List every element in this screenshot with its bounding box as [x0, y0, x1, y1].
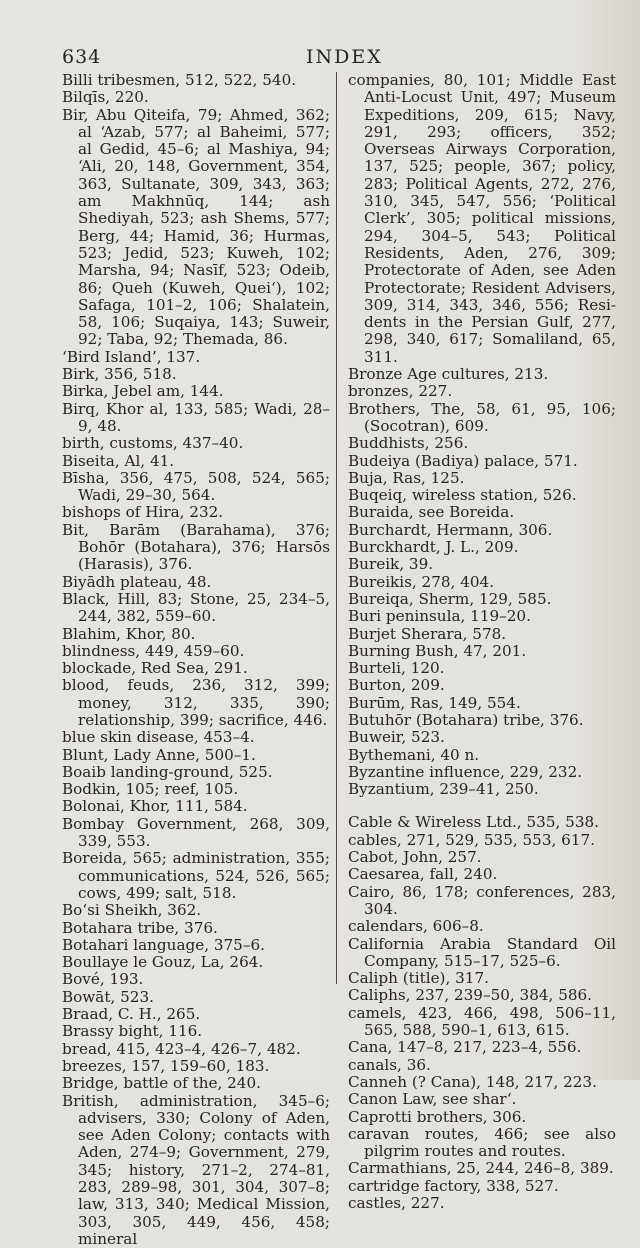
index-entry: Buja, Ras, 125. [348, 468, 465, 487]
index-entry: British, administration, 345–6; advisers, 330; Colony of Aden, see Aden Colony; contacts with Aden, 274–9; Government, 279, 345; history, 271–2, 274–81, 283, 289–98, 301, 304, 307–8; law, 313, 340; Medical Mission, 303, 305, 449, 456, 458; mineral [62, 1091, 330, 1248]
index-entry: Brothers, The, 58, 61, 95, 106; (Socotran), 609. [348, 399, 616, 435]
index-entry: calendars, 606–8. [348, 917, 484, 936]
index-entry: Braad, C. H., 265. [62, 1005, 201, 1024]
index-entry: Boreida, 565; administration, 355; communications, 524, 526, 565; cows, 499; salt, 518. [62, 849, 330, 902]
index-entry: caravan routes, 466; see also pilgrim routes and routes. [348, 1124, 616, 1161]
index-column-left [62, 72, 330, 1248]
index-entry: bishops of Hira, 232. [62, 503, 224, 522]
index-entry: Botahara tribe, 376. [62, 918, 218, 937]
index-entry: Bureik, 39. [348, 555, 434, 574]
index-entry: birth, customs, 437–40. [62, 434, 244, 453]
index-entry: Burjet Sherara, 578. [348, 624, 507, 643]
index-entry: Black, Hill, 83; Stone, 25, 234–5, 244, 382, 559–60. [62, 589, 330, 626]
index-entry: Brassy bight, 116. [62, 1022, 203, 1041]
index-entry: Bīsha, 356, 475, 508, 524, 565; Wadi, 29–30, 564. [62, 468, 330, 505]
index-entry: bread, 415, 423–4, 426–7, 482. [62, 1039, 301, 1058]
index-entry: Birk, 356, 518. [62, 365, 177, 384]
index-entry: bronzes, 227. [348, 382, 453, 401]
index-entry: Bowāt, 523. [62, 987, 154, 1006]
index-entry: Bit, Barām (Barahama), 376; Bohōr (Botahara), 376; Harsōs (Harasis), 376. [62, 520, 330, 574]
index-entry: camels, 423, 466, 498, 506–11, 565, 588, 590–1, 613, 615. [348, 1003, 616, 1040]
index-entry: Budeiya (Badiya) palace, 571. [348, 451, 578, 470]
index-entry: companies, 80, 101; Middle East Anti-Locust Unit, 497; Museum Expeditions, 209, 615; Navy, 291, 293; officers, 352; Overseas Airways Corporation, 137, 525; people, 367; policy, 283; Political Agents, 272, 276, 310, 345, 547, 556; ‘Political Clerk’, 305; political missions, 294, 304–5, 543; Political Residents, Aden, 276, 309; Protectorate of Aden, see Aden Protectorate; Resident Advisers, 309, 314, 343, 346, 556; Residents in the Persian Gulf, 277, 298, 340, 617; Somaliland, 65, 311. [348, 71, 616, 366]
section-gap [348, 798, 616, 814]
index-entry: Buweir, 523. [348, 728, 445, 747]
index-entry: Burckhardt, J. L., 209. [348, 538, 519, 557]
page-header [0, 46, 640, 70]
index-entry: Bilqīs, 220. [62, 88, 149, 107]
index-entry: Biyādh plateau, 48. [62, 572, 212, 591]
index-entry: Boaib landing-ground, 525. [62, 762, 273, 781]
index-entry: blockade, Red Sea, 291. [62, 659, 248, 678]
index-entry: Billi tribesmen, 512, 522, 540. [62, 71, 297, 89]
index-column-right [348, 72, 616, 1212]
index-entry: Burning Bush, 47, 201. [348, 641, 527, 660]
index-entry: Canneh (? Cana), 148, 217, 223. [348, 1072, 597, 1091]
index-entry: Blunt, Lady Anne, 500–1. [62, 745, 256, 764]
index-entry: Bombay Government, 268, 309, 339, 553. [62, 814, 330, 851]
index-entry: Buddhists, 256. [348, 434, 469, 453]
index-entry: Bové, 193. [62, 970, 144, 989]
index-entry: Botahari language, 375–6. [62, 935, 265, 954]
index-entry: Caliph (title), 317. [348, 969, 489, 988]
index-entry: Bureikis, 278, 404. [348, 572, 495, 591]
index-entry: California Arabia Standard Oil Company, 515–17, 525–6. [348, 934, 616, 970]
index-entry: blue skin disease, 453–4. [62, 728, 255, 747]
index-entry: Boullaye le Gouz, La, 264. [62, 953, 264, 972]
index-entry: Bir, Abu Qiteifa, 79; Ahmed, 362; al ‘Azab, 577; al Baheimi, 577; al Gedid, 45–6; al Mashiya, 94; ‘Ali, 20, 148, Government, 354, 363, Sultanate, 309, 343, 363; am Makhnūq, 144; ash Shediyah, 523; ash Shems, 577; Berg, 44; Hamid, 36; Hurmas, 523; Jedid, 523; Kuweh, 102; Marsha, 94; Nasīf, 523; Odeib, 86; Queh (Kuweh, Quei‘), 102; Safaga, 101–2, 106; Shalatein, 58, 106; Suqaiya, 143; Suweir, 92; Taba, 92; Themada, 86. [62, 105, 330, 349]
index-entry: Butuhōr (Botahara) tribe, 376. [348, 710, 584, 729]
index-entry: Buraida, see Boreida. [348, 503, 515, 522]
index-entry: Biseita, Al, 41. [62, 451, 175, 470]
index-entry: Cana, 147–8, 217, 223–4, 556. [348, 1038, 582, 1057]
index-entry: canals, 36. [348, 1055, 431, 1074]
index-entry: Bridge, battle of the, 240. [62, 1074, 261, 1093]
index-entry: Blahim, Khor, 80. [62, 624, 196, 643]
index-entry: Carmathians, 25, 244, 246–8, 389. [348, 1159, 614, 1178]
index-entry: Canon Law, see shar‘. [348, 1090, 517, 1109]
index-entry: Burūm, Ras, 149, 554. [348, 693, 521, 712]
index-entry: cartridge factory, 338, 527. [348, 1176, 559, 1195]
index-entry: cables, 271, 529, 535, 553, 617. [348, 830, 595, 849]
index-entry: Byzantium, 239–41, 250. [348, 780, 539, 799]
index-entry: castles, 227. [348, 1194, 445, 1212]
index-entry: Buqeiq, wireless station, 526. [348, 486, 577, 505]
index-entry: ‘Bird Island’, 137. [62, 347, 201, 366]
index-entry: Cairo, 86, 178; conferences, 283, 304. [348, 882, 616, 918]
index-entry: Byzantine influence, 229, 232. [348, 762, 583, 781]
index-entry: Caprotti brothers, 306. [348, 1107, 527, 1126]
index-entry: Bo‘si Sheikh, 362. [62, 901, 202, 920]
index-entry: blood, feuds, 236, 312, 399; money, 312, 335, 390; relationship, 399; sacrifice, 446. [62, 676, 330, 729]
index-entry: Burteli, 120. [348, 659, 445, 678]
column-divider [336, 72, 337, 984]
page-title: INDEX [306, 46, 383, 68]
index-entry: Bodkin, 105; reef, 105. [62, 780, 239, 799]
page-number: 634 [62, 46, 102, 68]
index-entry: Cabot, John, 257. [348, 848, 482, 867]
index-entry: Bythemani, 40 n. [348, 745, 480, 764]
index-entry: Burchardt, Hermann, 306. [348, 520, 553, 539]
index-entry: Caesarea, fall, 240. [348, 865, 498, 884]
index-entry: Bronze Age cultures, 213. [348, 365, 549, 384]
index-entry: Bolonai, Khor, 111, 584. [62, 797, 248, 816]
index-entry: Bureiqa, Sherm, 129, 585. [348, 589, 552, 608]
index-entry: Buri peninsula, 119–20. [348, 607, 531, 626]
index-entry: Birka, Jebel am, 144. [62, 382, 224, 401]
index-entry: blindness, 449, 459–60. [62, 641, 245, 660]
index-entry: Caliphs, 237, 239–50, 384, 586. [348, 986, 593, 1005]
index-entry: Birq, Khor al, 133, 585; Wadi, 28–9, 48. [62, 399, 330, 435]
index-entry: Cable & Wireless Ltd., 535, 538. [348, 813, 599, 832]
index-entry: Burton, 209. [348, 676, 445, 695]
index-entry: breezes, 157, 159–60, 183. [62, 1056, 270, 1075]
